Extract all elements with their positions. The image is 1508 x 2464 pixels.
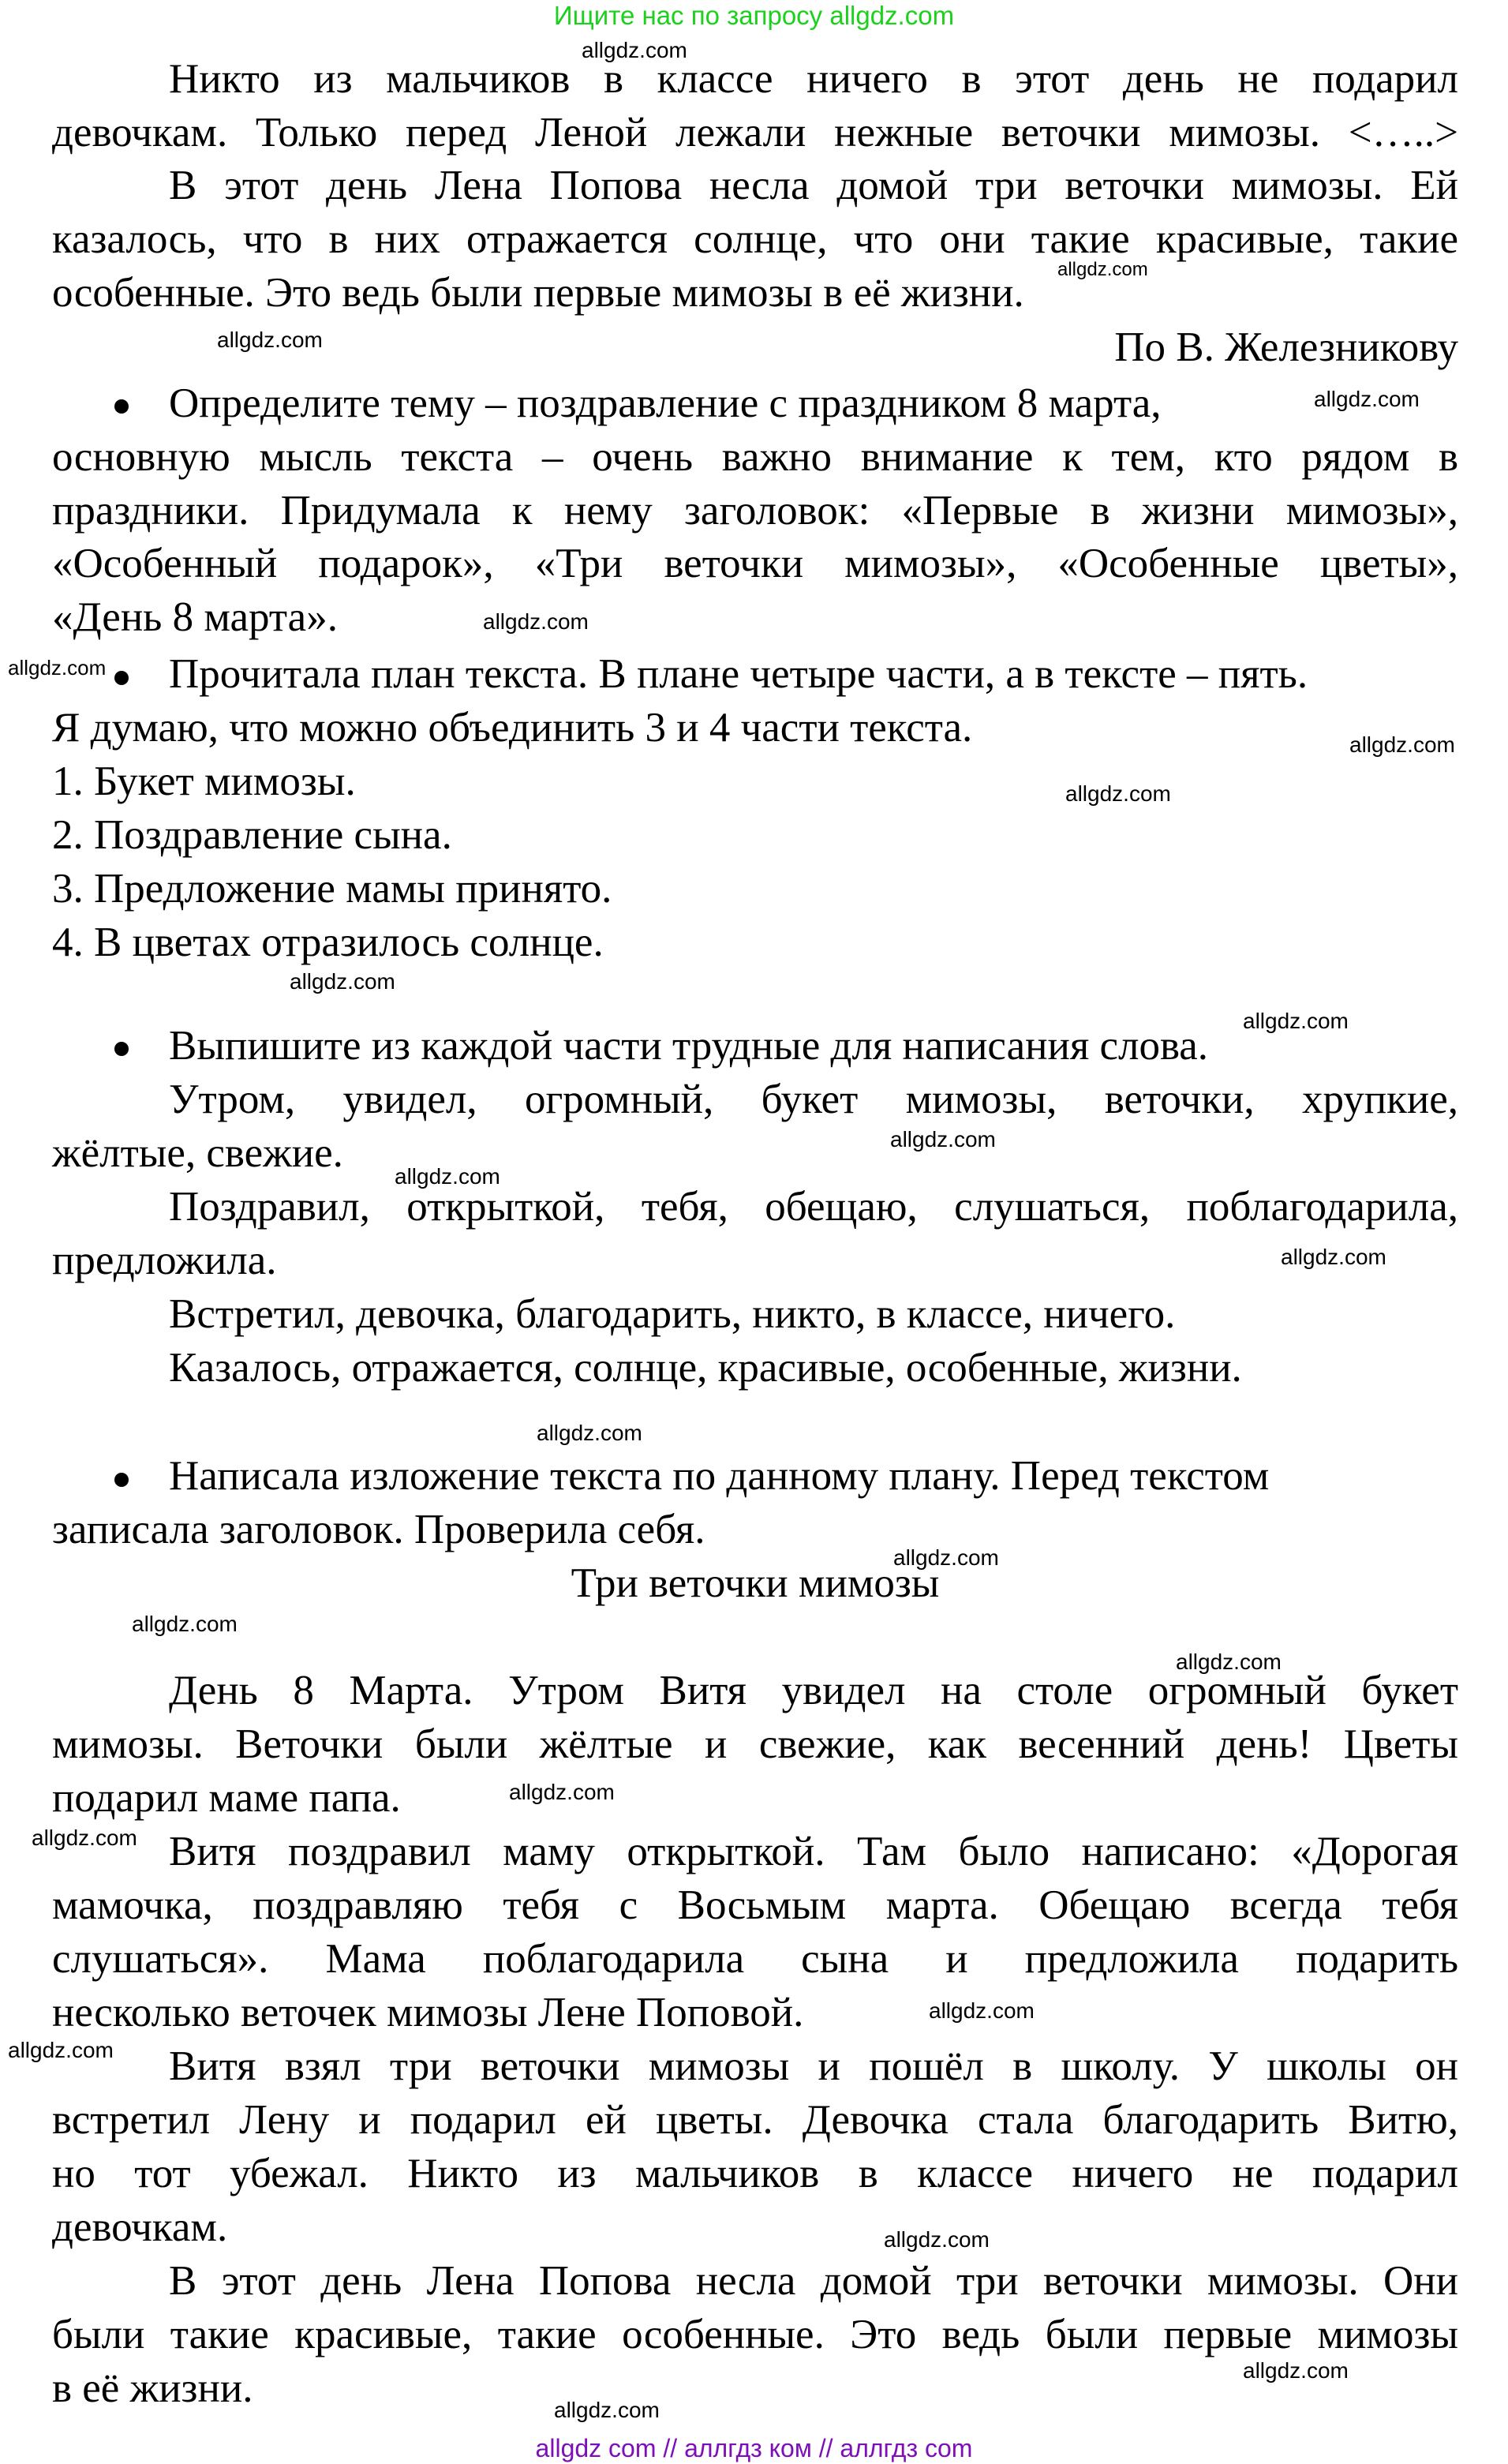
watermark: allgdz.com [217, 328, 323, 352]
watermark: allgdz.com [132, 1612, 238, 1636]
task1-line: праздники. Придумала к нему заголовок: «Первые в жизни мимозы», [52, 488, 1458, 534]
watermark: allgdz.com [32, 1826, 137, 1850]
passage-line: особенные. Это ведь были первые мимозы в её жизни. [52, 270, 1024, 316]
footer-links[interactable]: allgdz com // аллгдз ком // аллгдз com [535, 2434, 973, 2462]
bullet-icon [114, 1473, 129, 1487]
watermark: allgdz.com [582, 38, 687, 62]
task1-line: «День 8 марта». [52, 594, 338, 640]
passage-line: казалось, что в них отражается солнце, что они такие красивые, такие [52, 216, 1458, 262]
plan-item: 4. В цветах отразилось солнце. [52, 919, 604, 965]
bullet-icon [114, 1042, 129, 1056]
essay-line: девочкам. [52, 2204, 228, 2250]
essay-line: несколько веточек мимозы Лене Поповой. [52, 1990, 804, 2035]
watermark: allgdz.com [290, 969, 395, 994]
task3-line: Казалось, отражается, солнце, красивые, особенные, жизни. [169, 1345, 1242, 1391]
task4-line: записала заголовок. Проверила себя. [52, 1507, 705, 1552]
task3-line: Поздравил, открыткой, тебя, обещаю, слушаться, поблагодарила, [169, 1184, 1458, 1230]
essay-line: Витя взял три веточки мимозы и пошёл в школу. У школы он [169, 2043, 1458, 2089]
watermark: allgdz.com [893, 1545, 999, 1570]
watermark: allgdz.com [8, 2038, 114, 2062]
task1-line: Определите тему – поздравление с праздником 8 марта, [169, 380, 1162, 426]
passage-line: девочкам. Только перед Леной лежали нежные веточки мимозы. <…..> [52, 110, 1458, 155]
watermark: allgdz.com [929, 1998, 1035, 2023]
essay-line: подарил маме папа. [52, 1775, 401, 1821]
watermark: allgdz.com [483, 609, 589, 634]
essay-line: слушаться». Мама поблагодарила сына и предложила подарить [52, 1936, 1458, 1982]
bullet-icon [114, 399, 129, 414]
task3-line: Выпишите из каждой части трудные для написания слова. [169, 1023, 1209, 1069]
plan-item: 1. Букет мимозы. [52, 758, 356, 804]
task3-line: жёлтые, свежие. [52, 1130, 343, 1176]
essay-line: в её жизни. [52, 2365, 253, 2411]
watermark: allgdz.com [1314, 387, 1420, 411]
task4-line: Написала изложение текста по данному плану. Перед текстом [169, 1453, 1270, 1499]
essay-title: Три веточки мимозы [571, 1560, 940, 1606]
essay-line: мимозы. Веточки были жёлтые и свежие, как весенний день! Цветы [52, 1721, 1458, 1767]
task2-line: Прочитала план текста. В плане четыре части, а в тексте – пять. [169, 651, 1308, 697]
watermark: allgdz.com [554, 2398, 660, 2422]
watermark: allgdz.com [1349, 732, 1455, 757]
watermark: allgdz.com [1057, 259, 1148, 280]
plan-item: 3. Предложение мамы принято. [52, 866, 612, 912]
essay-line: День 8 Марта. Утром Витя увидел на столе огромный букет [169, 1668, 1458, 1713]
passage-line: Никто из мальчиков в классе ничего в этот день не подарил [169, 56, 1458, 102]
watermark: allgdz.com [537, 1421, 642, 1445]
watermark: allgdz.com [1176, 1650, 1282, 1674]
essay-line: были такие красивые, такие особенные. Это ведь были первые мимозы [52, 2312, 1458, 2357]
watermark: allgdz.com [395, 1164, 500, 1189]
task3-line: Утром, увидел, огромный, букет мимозы, веточки, хрупкие, [169, 1077, 1458, 1122]
essay-line: но тот убежал. Никто из мальчиков в классе ничего не подарил [52, 2151, 1458, 2196]
essay-line: встретил Лену и подарил ей цветы. Девочка стала благодарить Витю, [52, 2097, 1458, 2143]
essay-line: мамочка, поздравляю тебя с Восьмым марта. Обещаю всегда тебя [52, 1882, 1458, 1928]
bullet-icon [114, 671, 129, 685]
task2-line: Я думаю, что можно объединить 3 и 4 части текста. [52, 705, 973, 751]
watermark: allgdz.com [1243, 1009, 1349, 1033]
passage-line: В этот день Лена Попова несла домой три веточки мимозы. Ей [169, 163, 1458, 208]
task1-line: основную мысль текста – очень важно внимание к тем, кто рядом в [52, 434, 1458, 480]
search-banner[interactable]: Ищите нас по запросу allgdz.com [553, 1, 955, 30]
task3-line: Встретил, девочка, благодарить, никто, в классе, ничего. [169, 1291, 1176, 1337]
plan-item: 2. Поздравление сына. [52, 812, 452, 858]
essay-line: В этот день Лена Попова несла домой три веточки мимозы. Они [169, 2258, 1458, 2304]
watermark: allgdz.com [884, 2227, 990, 2252]
task3-line: предложила. [52, 1238, 277, 1283]
passage-author: По В. Железникову [1114, 324, 1458, 370]
watermark: allgdz.com [1065, 781, 1171, 806]
watermark: allgdz.com [509, 1780, 615, 1804]
watermark: allgdz.com [8, 656, 107, 680]
essay-line: Витя поздравил маму открыткой. Там было написано: «Дорогая [169, 1829, 1458, 1874]
watermark: allgdz.com [1243, 2358, 1349, 2383]
task1-line: «Особенный подарок», «Три веточки мимозы», «Особенные цветы», [52, 541, 1458, 586]
watermark: allgdz.com [1281, 1245, 1386, 1269]
watermark: allgdz.com [890, 1127, 996, 1151]
